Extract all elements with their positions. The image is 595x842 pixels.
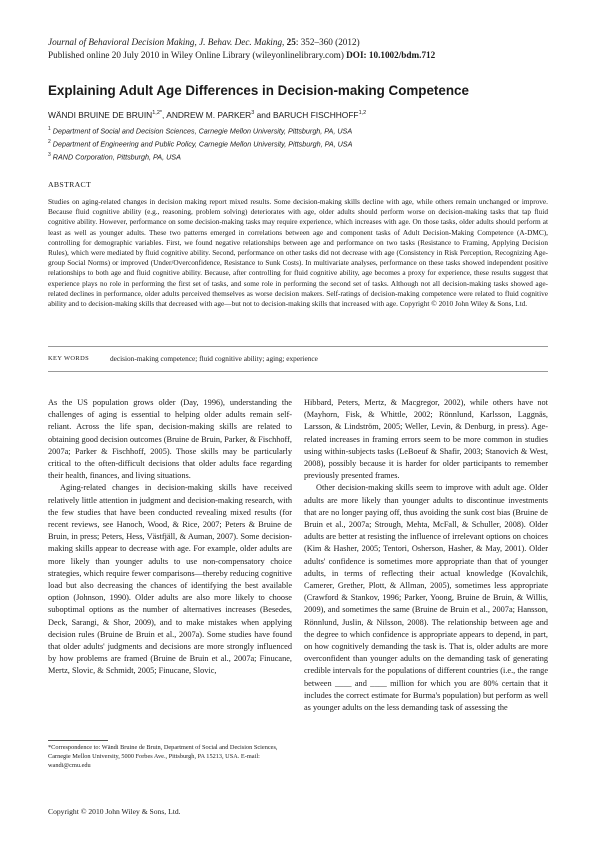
paragraph: Other decision-making skills seem to improve with adult age. Older adults are more likely than younger adults to discontinue investments that are no longer paying off, thus avoiding the sunk cost bias (Bruine de Bruin et al., 2007a; Strough, Mehta, McFall, & Schuller, 2008). Older adults are better at resisting the influence of irrelevant options on choices (Kim & Hasher, 2005; Tentori, Osherson, Hasher, & May, 2001). Older adults' confidence is sometimes more appropriate than that of younger adults, in terms of reflecting their actual knowledge (Kovalchik, Camerer, Grether, Plott, & Allman, 2005), sometimes less appropriate (Crawford & Stankov, 1996; Parker, Yoong, Bruine de Bruin, & Willis, 2009), and sometimes the same (Bruine de Bruin et al., 2007a; Hansson, Rönnlund, Juslin, & Nilsson, 2008). The relationship between age and the degree to which confidence is appropriate appears to depend, in part, on how cognitively demanding the task is. That is, older adults are more overconfident than younger adults on the demanding task of generating credible intervals for the populations of different countries (i.e., the range between ____ and ____ million for which you are 80% certain that it includes the correct estimate for Burma's population) but perform as well as younger adults on the less demanding task of assessing the [304,483,548,713]
affiliation-3 [48,150,568,162]
abstract-heading: ABSTRACT [48,180,92,189]
published-text: Published online 20 July 2010 in Wiley Online Library (wileyonlinelibrary.com) [48,50,347,60]
affiliation-text: Department of Social and Decision Sciences, Carnegie Mellon University, Pittsburgh, PA, USA [52,126,353,136]
footnote-rule [48,740,108,741]
copyright-notice: Copyright © 2010 John Wiley & Sons, Ltd. [48,807,181,816]
author-1-correspondence: * [159,110,163,117]
author-separator: and [254,110,273,120]
author-list [48,110,568,120]
journal-name: Journal of Behavioral Decision Making [48,37,195,47]
affiliation-number: 1 [48,126,51,132]
paragraph: As the US population grows older (Day, 1996), understanding the challenges of aging is essential to helping older adults remain self-reliant. Across the life span, decision-making skills are related to obtaining good decision outcomes (Bruine de Bruin, Parker, & Fischhoff, 2007a; Parker & Fischhoff, 2005). Those skills may be particularly critical to the often-difficult decisions that older adults face regarding their health, finances, and living situations. [48,398,292,481]
paragraph: Hibbard, Peters, Mertz, & Macgregor, 2002), while others have not (Mayhorn, Fisk, & Whittle, 2002; Rönnlund, Karlsson, Laggnäs, Larsson, & Lindström, 2005; Weller, Levin, & Denburg, in press). Age-related increases in framing errors seem to be more common in studies using within-subjects tasks (LeBoeuf & Shafir, 2003; Stanovich & West, 2008), possibly because it is harder for older participants to remember previously presented frames. [304,398,548,481]
author-2: ANDREW M. PARKER [166,110,252,120]
paragraph: Aging-related changes in decision-making skills have received relatively little attention in judgment and decision-making research, with the few studies that have been conducted revealing mixed results (for recent reviews, see Hanoch, Wood, & Rice, 2007; Peters & Bruine de Bruin, in press; Peters, Hess, Västfjäll, & Auman, 2007). Some decision-making skills appear to decrease with age. For example, older adults are more likely than younger adults to use non-compensatory choice strategies, which require fewer comparisons—thereby reducing cognitive load but also decreasing the chances of identifying the best available option (Johnson, 1990). Older adults are also more likely to choose suboptimal options as the number of alternatives increases (Besedes, Deck, Sarangi, & Shor, 2009), and to make mistakes when applying decision rules (Bruine de Bruin et al., 2007a). Some studies have found that older adults' judgments and decisions are more strongly influenced by how problems are framed (Bruine de Bruin et al., 2007a; Finucane, Mertz, Slovic, & Schmidt, 2005; Finucane, Slovic, [48,483,292,676]
author-separator: , [162,110,167,120]
published-line [48,49,558,62]
body-column-left [48,397,292,678]
affiliation-2 [48,137,568,149]
body-column-right [304,397,548,714]
affiliation-text: RAND Corporation, Pittsburgh, PA, USA [52,152,181,162]
keywords: decision-making competence; fluid cognitive ability; aging; experience [110,354,318,363]
correspondence-footnote: *Correspondence to: Wändi Bruine de Bruin, Department of Social and Decision Sciences, Carnegie Mellon University, 5000 Forbes Ave., Pittsburgh, PA 15213, USA. E-mail: wandi@cmu.edu [48,744,278,769]
doi[interactable]: DOI: 10.1002/bdm.712 [346,50,436,60]
journal-pages: : 352–360 (2012) [295,37,360,47]
affiliation-text: Department of Engineering and Public Policy, Carnegie Mellon University, Pittsburgh, PA, USA [52,139,353,149]
keywords-label: KEY WORDS [48,355,90,362]
affiliation-number: 3 [48,152,51,158]
keywords-top-rule [48,346,548,347]
author-3-affil: 1,2 [358,110,367,117]
author-1-affil: 1,2 [152,110,160,117]
affiliation-number: 2 [48,139,51,145]
article-title: Explaining Adult Age Differences in Decision-making Competence [48,83,469,98]
journal-volume: 25 [286,37,296,47]
journal-line [48,36,558,49]
author-3: BARUCH FISCHHOFF [272,110,359,120]
affiliation-1 [48,124,568,136]
journal-abbr: , J. Behav. Dec. Making, [194,37,287,47]
abstract-text: Studies on aging-related changes in decision making report mixed results. Some decision-making skills decline with age, while others remain unchanged or improve. Because fluid cognitive ability (e.g., reasoning, problem solving) deteriorates with age, older adults should perform worse on decision-making tasks that tap fluid cognitive ability. However, performance on some decision-making tasks may require experience, which increases with age. On those tasks, older adults should perform at least as well as younger adults. These two patterns emerged in correlations between age and component tasks of Adult Decision-Making Competence (A-DMC), controlling for demographic variables. First, we found negative relationships between age and performance on two tasks (Resistance to Framing, Applying Decision Rules), which were mediated by fluid cognitive ability. Second, performance on other tasks did not decrease with age (Consistency in Risk Perception, Recognizing Age-group Social Norms) or improved (Under/Overconfidence, Resistance to Sunk Costs). In multivariate analyses, performance on these tasks showed independent positive relationships to both age and fluid cognitive ability. Because, after controlling for fluid cognitive ability, age becomes a proxy for experience, these results suggest that experience plays no role in performing the first set of tasks, and some role in performing the second set of tasks. Although not all decision-making tasks showed age-related declines in performance, older adults perceived themselves as worse decision makers. Self-ratings of decision-making competence were related to fluid cognitive ability and to decision-making skills that decreased with age—but not to decision-making skills that increased with age. Copyright © 2010 John Wiley & Sons, Ltd. [48,197,548,309]
author-2-affil: 3 [251,110,255,117]
publication-info [48,36,558,62]
keywords-bottom-rule [48,371,548,372]
author-1: WÄNDI BRUINE DE BRUIN [48,110,153,120]
